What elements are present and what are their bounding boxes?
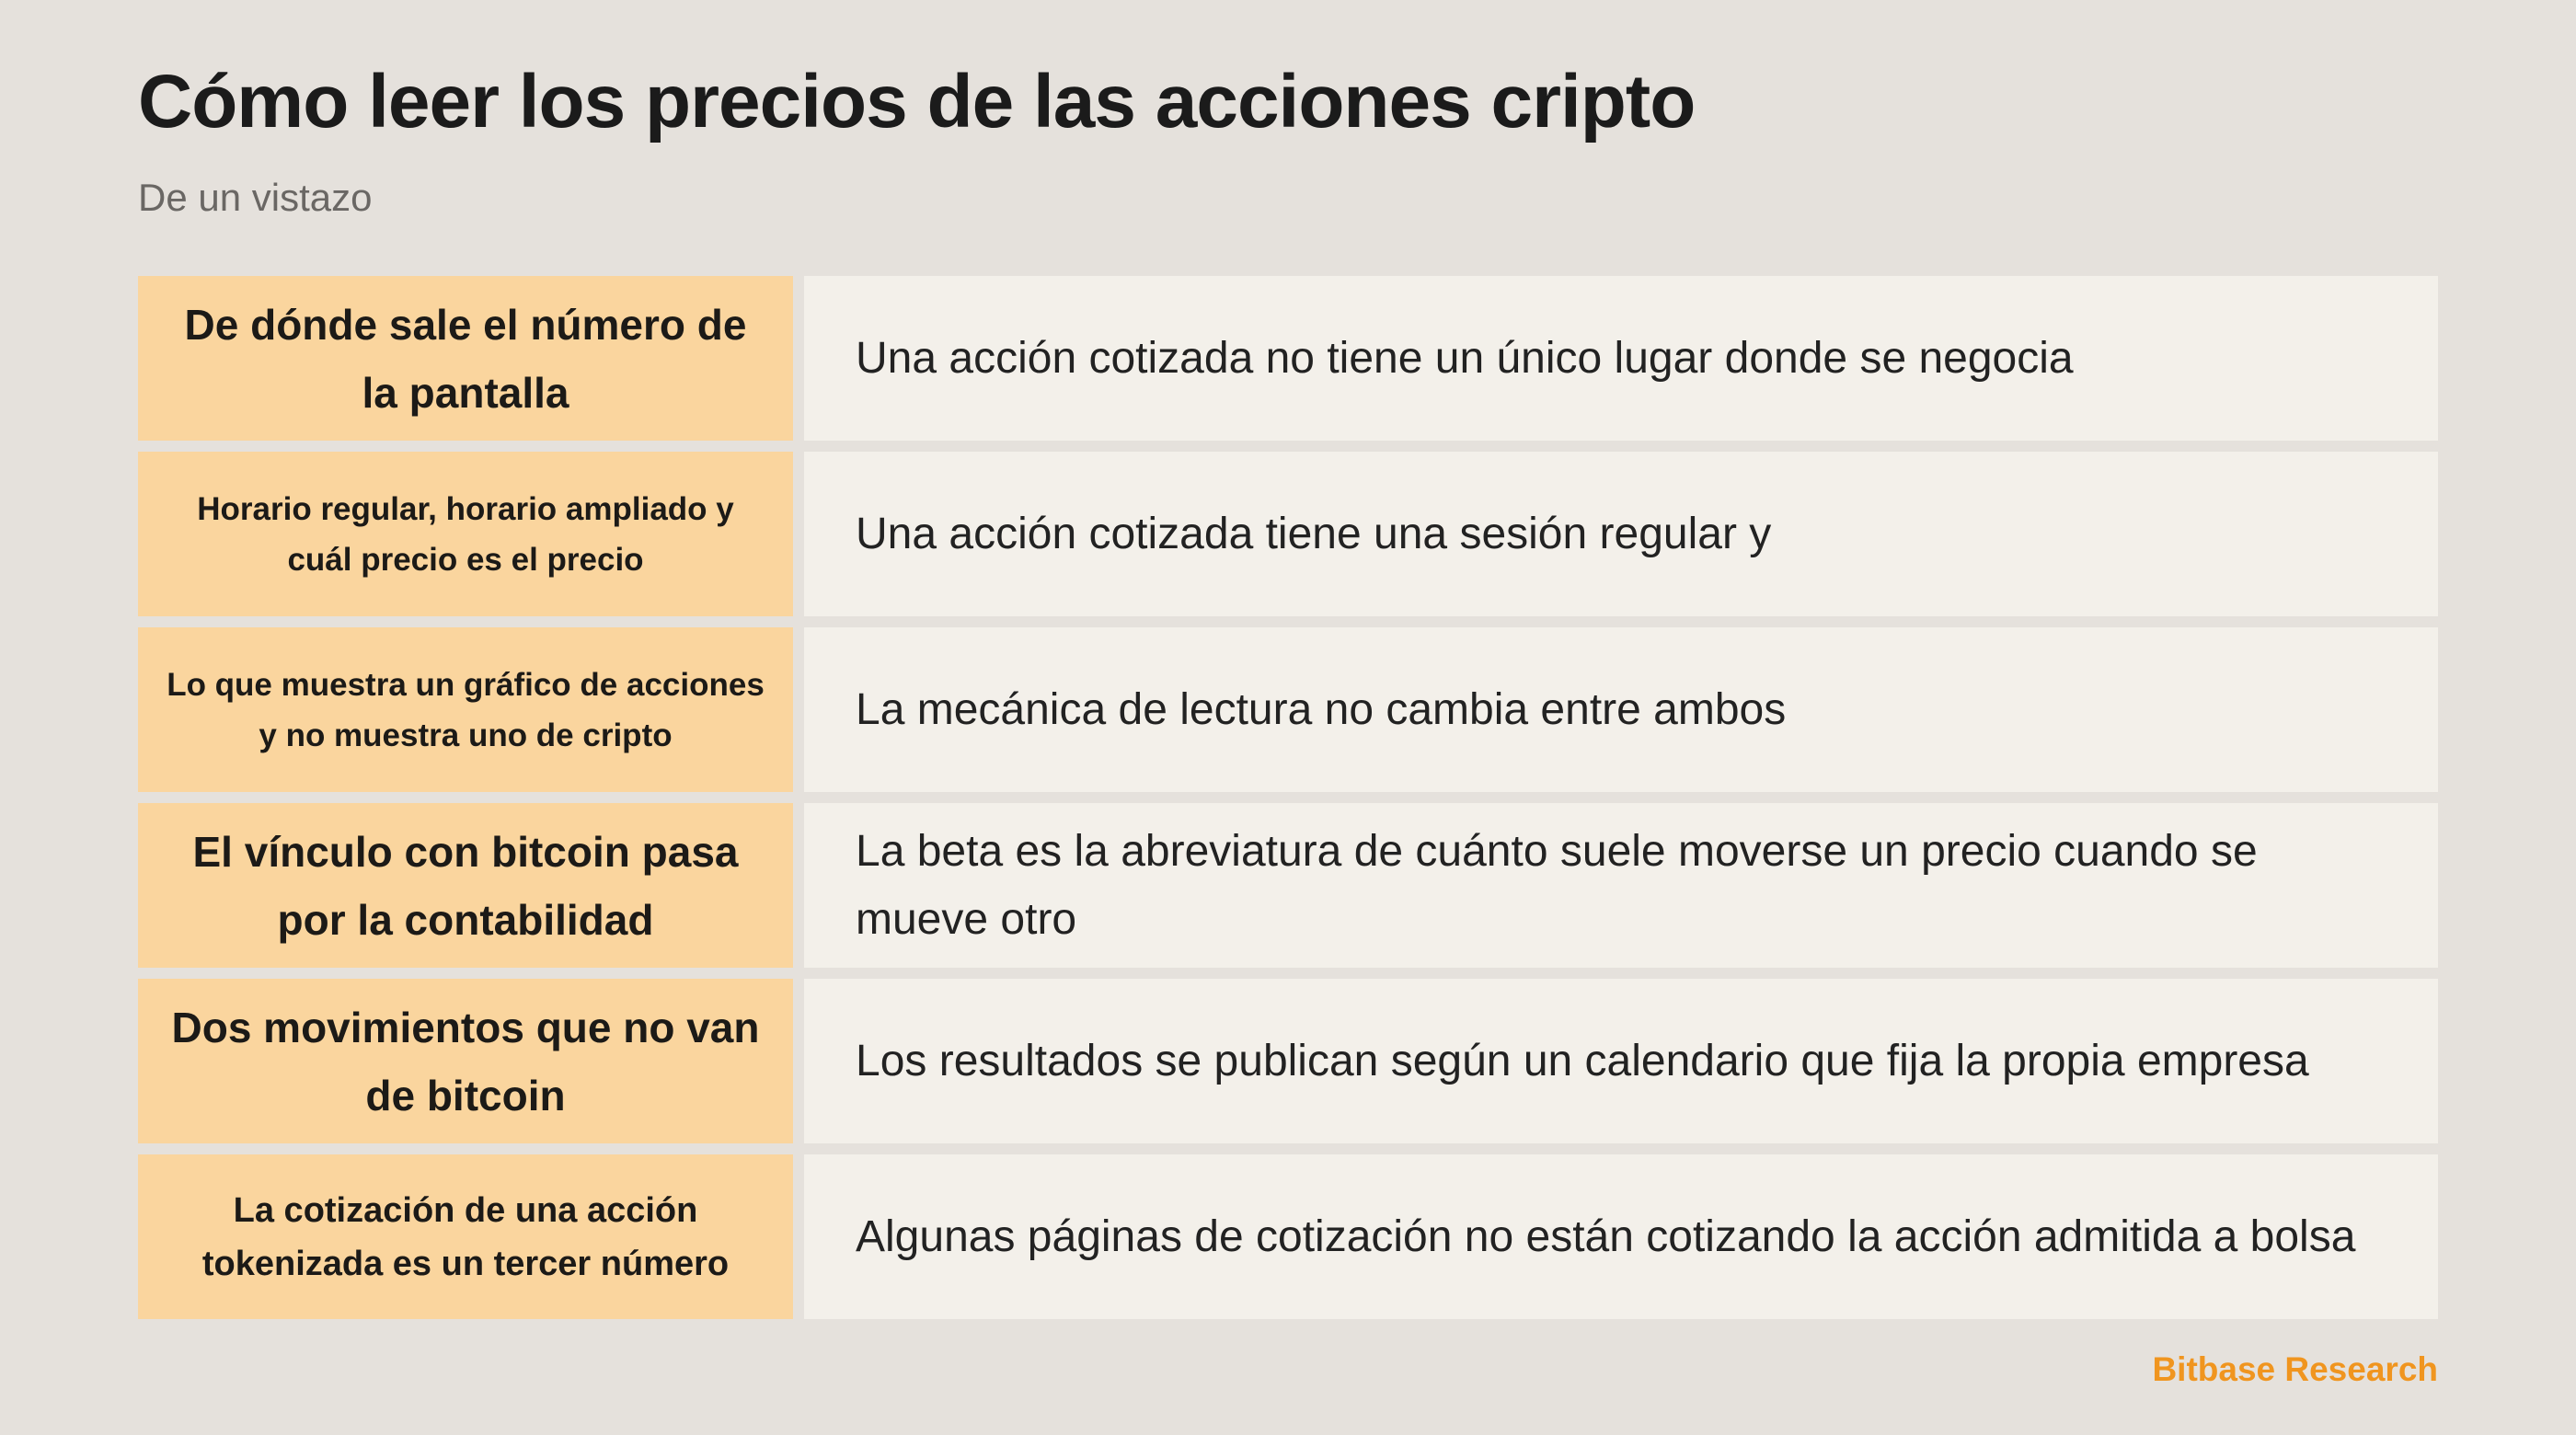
row-value: Una acción cotizada no tiene un único lugar donde se negocia (804, 276, 2438, 441)
table-row (138, 627, 2438, 792)
row-value: La mecánica de lectura no cambia entre ambos (804, 627, 2438, 792)
row-label: La cotización de una acción tokenizada es un tercer número (138, 1154, 793, 1319)
row-label: Dos movimientos que no van de bitcoin (138, 979, 793, 1143)
row-value: Algunas páginas de cotización no están cotizando la acción admitida a bolsa (804, 1154, 2438, 1319)
page-title: Cómo leer los precios de las acciones cripto (138, 60, 1696, 144)
row-label: Horario regular, horario ampliado y cuál precio es el precio (138, 452, 793, 616)
table-row (138, 1154, 2438, 1319)
row-value: Los resultados se publican según un calendario que fija la propia empresa (804, 979, 2438, 1143)
page-subtitle: De un vistazo (138, 176, 373, 219)
summary-table (138, 276, 2438, 1319)
row-label: Lo que muestra un gráfico de acciones y no muestra uno de cripto (138, 627, 793, 792)
brand-footer: Bitbase Research (2152, 1350, 2438, 1388)
table-row (138, 803, 2438, 968)
row-value: La beta es la abreviatura de cuánto suele moverse un precio cuando se mueve otro (804, 803, 2438, 968)
table-row (138, 979, 2438, 1143)
table-row (138, 276, 2438, 441)
row-label: El vínculo con bitcoin pasa por la contabilidad (138, 803, 793, 968)
row-label: De dónde sale el número de la pantalla (138, 276, 793, 441)
row-value: Una acción cotizada tiene una sesión regular y (804, 452, 2438, 616)
table-row (138, 452, 2438, 616)
